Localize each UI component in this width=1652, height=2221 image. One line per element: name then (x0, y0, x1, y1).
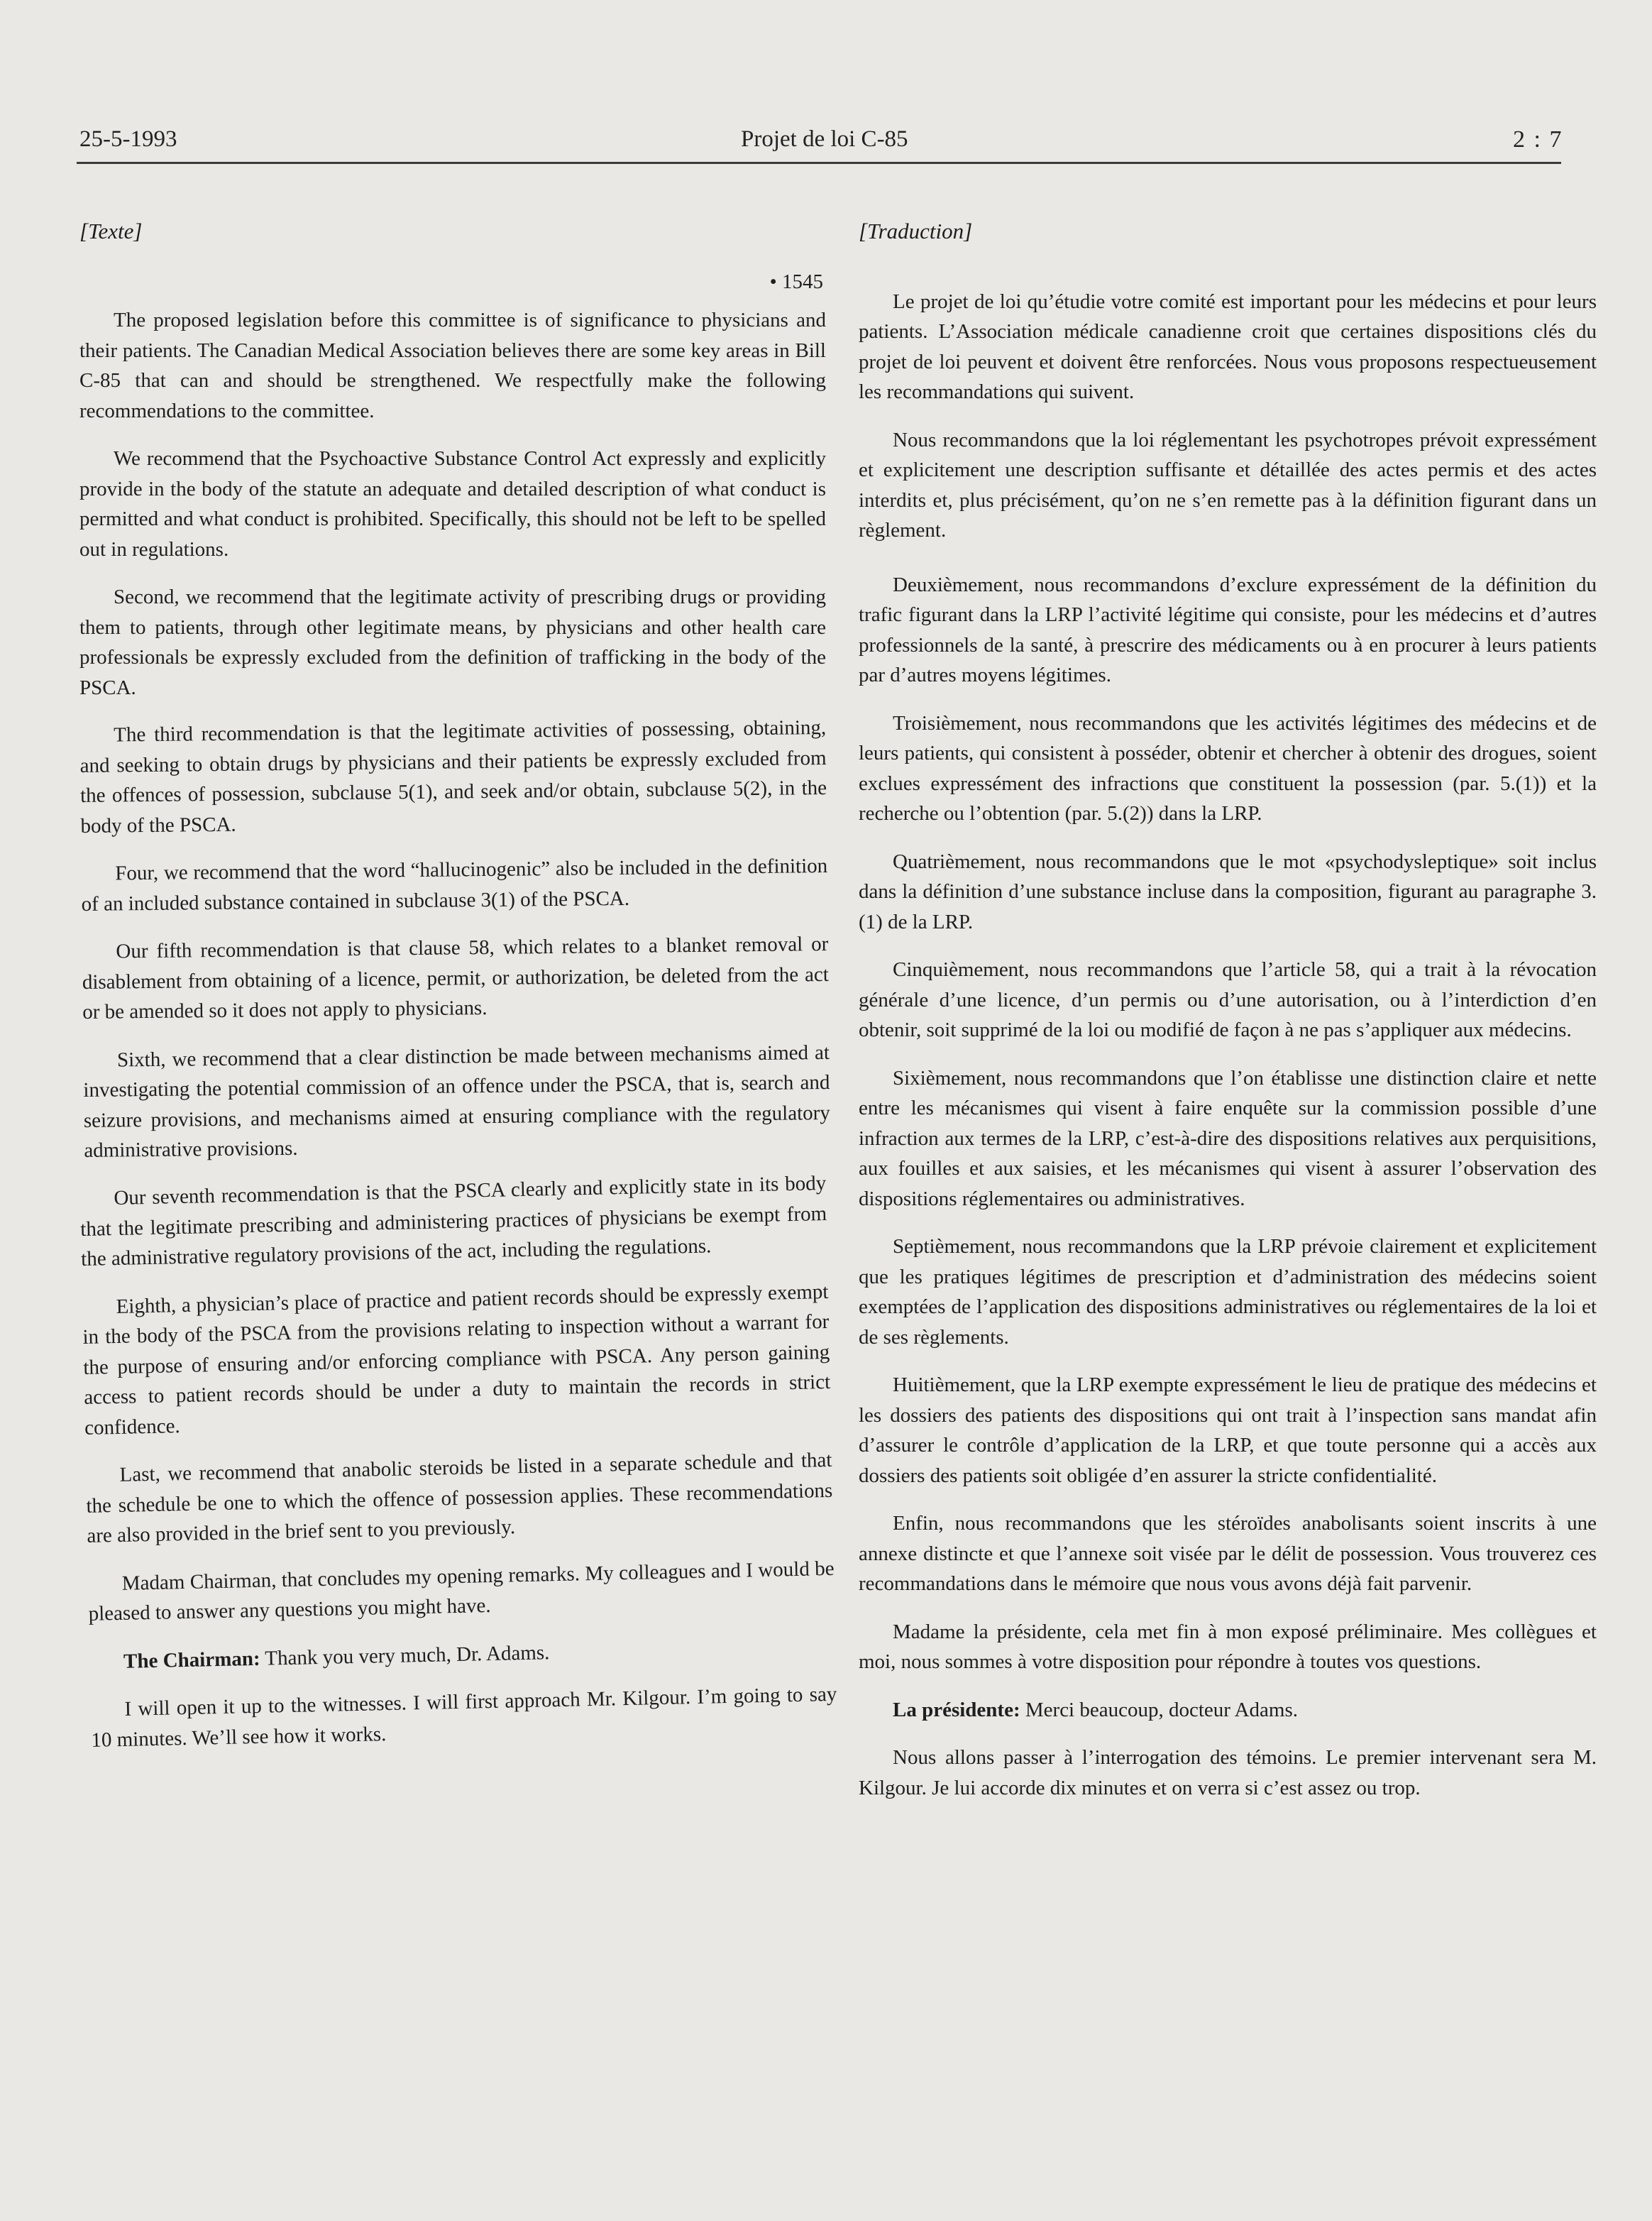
column-label-texte: [Texte] (79, 219, 143, 243)
paragraph-en-final: I will open it up to the witnesses. I will first approach Mr. Kilgour. I’m going to say 10 minutes. We’ll see how it works. (91, 1682, 837, 1751)
paragraph-fr-7: Sixièmement, nous recommandons que l’on établisse une distinction claire et nette entre les mécanismes qui visent à faire enquête sur la commission possible d’une infraction aux termes de la LRP, c’est-à-dire des dispositions relatives aux perquisitions, aux fouilles et aux saisies, et les mécanismes qui visent à assurer l’observation des dispositions réglementaires ou administratives. (859, 1066, 1597, 1210)
paragraph-en-5: Four, we recommend that the word “hallucinogenic” also be included in the definition of an included substance contained in subclause 3(1) of the PSCA. (81, 854, 828, 916)
paragraph-fr-10: Enfin, nous recommandons que les stéroïdes anabolisants soient inscrits à une annexe distincte et que l’annexe soit visée par le délit de possession. Vous trouverez ces recommandations dans le mémoire que nous vous avons déjà fait parvenir. (859, 1512, 1597, 1595)
left-tilted-block-b (79, 1168, 838, 1755)
paragraph-en-8: Our seventh recommendation is that the PSCA clearly and explicitly state in its body that the legitimate prescribing and administering practices of physicians be exempt from the administrative regulatory provisions of the act, including the regulations. (79, 1171, 827, 1271)
column-label-traduction: [Traduction] (859, 219, 973, 243)
chair-text-fr: Merci beaucoup, docteur Adams. (1020, 1698, 1298, 1721)
paragraph-fr-5: Quatrièmement, nous recommandons que le mot «psychodysleptique» soit inclus dans la définition d’une substance incluse dans la composition, figurant au paragraphe 3.(1) de la LRP. (859, 850, 1597, 933)
header-title: Projet de loi C-85 (741, 126, 908, 152)
chair-line-en (89, 1631, 837, 1677)
paragraph-fr-9: Huitièmement, que la LRP exempte expressément le lieu de pratique des médecins et les dossiers des patients des dispositions qui ont trait à l’inspection sans mandat afin d’assurer le contrôle d’application de la LRP, et que toute personne qui a accès aux dossiers des patients soit obligée d’en assurer la stricte confidentialité. (859, 1373, 1597, 1487)
paragraph-fr-2: Nous recommandons que la loi réglementant les psychotropes prévoit expressément et explicitement une description suffisante et détaillée des actes permis et des actes interdits et, plus précisément, qu’on ne s’en remette pas à la définition figurant dans un règlement. (859, 428, 1597, 542)
paragraph-en-6: Our fifth recommendation is that clause 58, which relates to a blanket removal or disablement from obtaining of a licence, permit, or authorization, be deleted from the act or be amended so it does not apply to physicians. (82, 932, 829, 1024)
paragraph-en-9: Eighth, a physician’s place of practice and patient records should be expressly exempt in the body of the PSCA from the provisions relating to inspection without a warrant for the purpose of ensuring and/or enforcing compliance with PSCA. Any person gaining access to patient records should be under a duty to maintain the records in strict confidence. (82, 1279, 831, 1439)
paragraph-en-7: Sixth, we recommend that a clear distinction be made between mechanisms aimed at investigating the potential commission of an offence under the PSCA, that is, search and seizure provisions, and mechanisms aimed at ensuring compliance with the regulatory administrative provisions. (83, 1041, 831, 1162)
paragraph-fr-1: Le projet de loi qu’étudie votre comité est important pour les médecins et pour leurs patients. L’Association médicale canadienne croit que certaines dispositions clés du projet de loi peuvent et doivent être renforcées. Nous vous proposons respectueusement les recommandations qui suivent. (859, 290, 1597, 403)
paragraph-fr-11: Madame la présidente, cela met fin à mon exposé préliminaire. Mes collègues et moi, nous sommes à votre disposition pour répondre à toutes vos questions. (859, 1620, 1597, 1673)
speaker-name-en: The Chairman: (123, 1646, 260, 1672)
timestamp-marker: • 1545 (79, 267, 826, 297)
paragraph-fr-8: Septièmement, nous recommandons que la LRP prévoie clairement et explicitement que les pratiques légitimes de prescription et d’administration des médecins soient exemptées de l’application des dispositions administratives ou réglementaires de la loi et de ses règlements. (859, 1235, 1597, 1349)
paragraph-en-10: Last, we recommend that anabolic steroids be listed in a separate schedule and that the schedule be one to which the offence of possession applies. These recommendations are also provided in the brief sent to you previously. (86, 1448, 833, 1547)
speaker-name-fr: La présidente: (893, 1698, 1020, 1721)
paragraph-en-1: The proposed legislation before this committee is of significance to physicians and their patients. The Canadian Medical Association believes there are some key areas in Bill C-85 that can and should be strengthened. We respectfully make the following recommendations to the committee. (79, 309, 826, 422)
paragraph-en-2: We recommend that the Psychoactive Substance Control Act expressly and explicitly provide in the body of the statute an adequate and detailed description of what conduct is permitted and what conduct is prohibited. Specifically, this should not be left to be spelled out in regulations. (79, 447, 826, 561)
header-date: 25-5-1993 (79, 126, 177, 152)
english-column (79, 216, 837, 1773)
chair-line-fr (859, 1695, 1597, 1726)
paragraph-fr-6: Cinquièmement, nous recommandons que l’article 58, qui a trait à la révocation générale d’une licence, d’un permis ou d’une autorisation, ou à l’interdiction d’en obtenir, soit supprimé de la loi ou modifié de façon à ne pas s’appliquer aux médecins. (859, 958, 1597, 1041)
header-page-number: 2 : 7 (1513, 126, 1563, 153)
paragraph-fr-4: Troisièmement, nous recommandons que les activités légitimes des médecins et de leurs patients, qui consistent à posséder, obtenir et chercher à obtenir des drogues, soient exclues expressément des infractions que constituent la possession (par. 5.(1)) et la recherche ou l’obtention (par. 5.(2)) dans la LRP. (859, 711, 1597, 825)
paragraph-fr-final: Nous allons passer à l’interrogation des témoins. Le premier intervenant sera M. Kilgour. Je lui accorde dix minutes et on verra si c’est assez ou trop. (859, 1746, 1597, 1799)
header-rule (77, 162, 1561, 164)
paragraph-en-3: Second, we recommend that the legitimate activity of prescribing drugs or providing them to patients, through other legitimate means, by physicians and other health care professionals be expressly excluded from the definition of trafficking in the body of the PSCA. (79, 586, 826, 699)
paragraph-fr-3: Deuxièmement, nous recommandons d’exclure expressément de la définition du trafic figurant dans la LRP l’activité légitime qui consiste, pour les médecins et d’autres professionnels de la santé, à prescrire des médicaments ou à en procurer à leurs patients par d’autres moyens légitimes. (859, 573, 1597, 686)
paragraph-en-11: Madam Chairman, that concludes my opening remarks. My colleagues and I would be pleased to answer any questions you might have. (88, 1556, 835, 1625)
paragraph-en-4: The third recommendation is that the legitimate activities of possessing, obtaining, and seeking to obtain drugs by physicians and their patients be expressly excluded from the offences of possession, subclause 5(1), and seek and/or obtain, subclause 5(2), in the body of the PSCA. (79, 715, 827, 838)
french-column (859, 216, 1597, 1821)
chair-text-en: Thank you very much, Dr. Adams. (260, 1640, 550, 1669)
left-tilted-block-a (79, 713, 831, 1166)
